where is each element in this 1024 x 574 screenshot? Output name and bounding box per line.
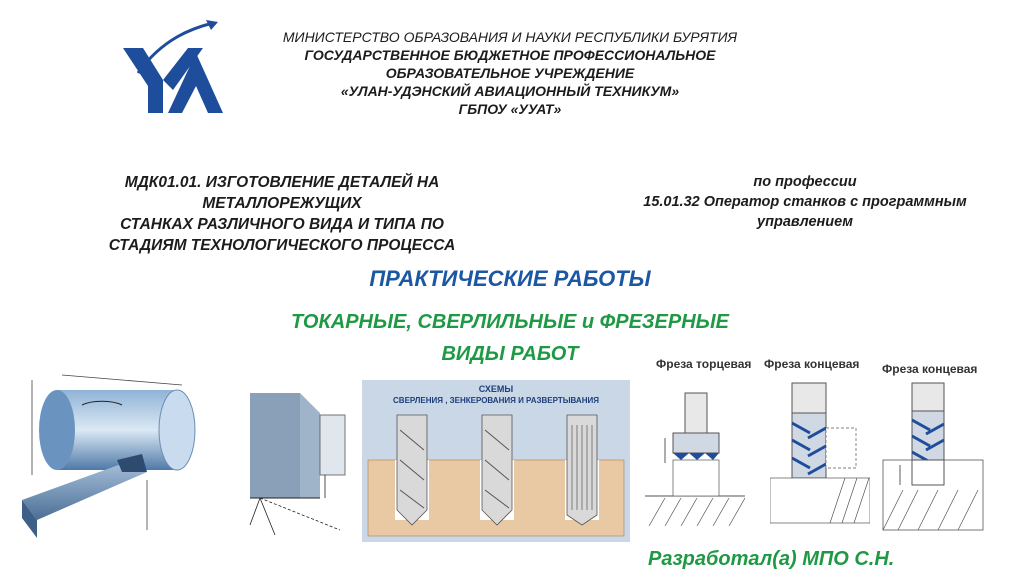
cutting-tool-diagram [230, 385, 350, 545]
practical-works-title: ПРАКТИЧЕСКИЕ РАБОТЫ [369, 266, 651, 291]
end-mill-diagram-1 [770, 378, 870, 528]
end-mill-diagram-2 [878, 380, 988, 535]
end-mill-label-1: Фреза концевая [764, 357, 860, 371]
ministry-text: МИНИСТЕРСТВО ОБРАЗОВАНИЯ И НАУКИ РЕСПУБЛИКИ БУРЯТИЯ [282, 29, 738, 45]
end-mill-label-2: Фреза концевая [882, 362, 978, 376]
profession-label: по профессии [753, 174, 857, 190]
profession-code: 15.01.32 Оператор станков с программным [643, 194, 967, 210]
drilling-heading-2: СВЕРЛЕНИЯ , ЗЕНКЕРОВАНИЯ И РАЗВЕРТЫВАНИЯ [393, 396, 599, 405]
work-types-line-2: ВИДЫ РАБОТ [441, 343, 579, 365]
developer-credit: Разработал(а) МПО С.Н. [648, 548, 895, 570]
college-name: «УЛАН-УДЭНСКИЙ АВИАЦИОННЫЙ ТЕХНИКУМ» [340, 83, 680, 99]
drilling-heading-1: СХЕМЫ [478, 384, 514, 394]
college-logo [118, 18, 228, 118]
module-line-1: МДК01.01. ИЗГОТОВЛЕНИЕ ДЕТАЛЕЙ НА [124, 174, 440, 191]
institution-line-2: ОБРАЗОВАТЕЛЬНОЕ УЧРЕЖДЕНИЕ [385, 65, 635, 81]
work-types-line-1: ТОКАРНЫЕ, СВЕРЛИЛЬНЫЕ и ФРЕЗЕРНЫЕ [290, 311, 730, 333]
institution-header [250, 28, 770, 118]
turning-illustration [22, 360, 222, 545]
module-title [82, 172, 482, 256]
profession-code-cont: управлением [757, 214, 853, 230]
drilling-scheme-diagram [362, 380, 630, 542]
face-mill-label: Фреза торцевая [656, 357, 752, 371]
profession-block [600, 172, 1010, 232]
institution-line-1: ГОСУДАРСТВЕННОЕ БЮДЖЕТНОЕ ПРОФЕССИОНАЛЬНОЕ [304, 47, 716, 63]
module-line-2: МЕТАЛЛОРЕЖУЩИХ [202, 195, 362, 212]
module-line-3: СТАНКАХ РАЗЛИЧНОГО ВИДА И ТИПА ПО [120, 216, 444, 233]
college-abbreviation: ГБПОУ «УУАТ» [458, 101, 562, 117]
face-mill-diagram [645, 378, 745, 528]
module-line-4: СТАДИЯМ ТЕХНОЛОГИЧЕСКОГО ПРОЦЕССА [108, 237, 456, 254]
